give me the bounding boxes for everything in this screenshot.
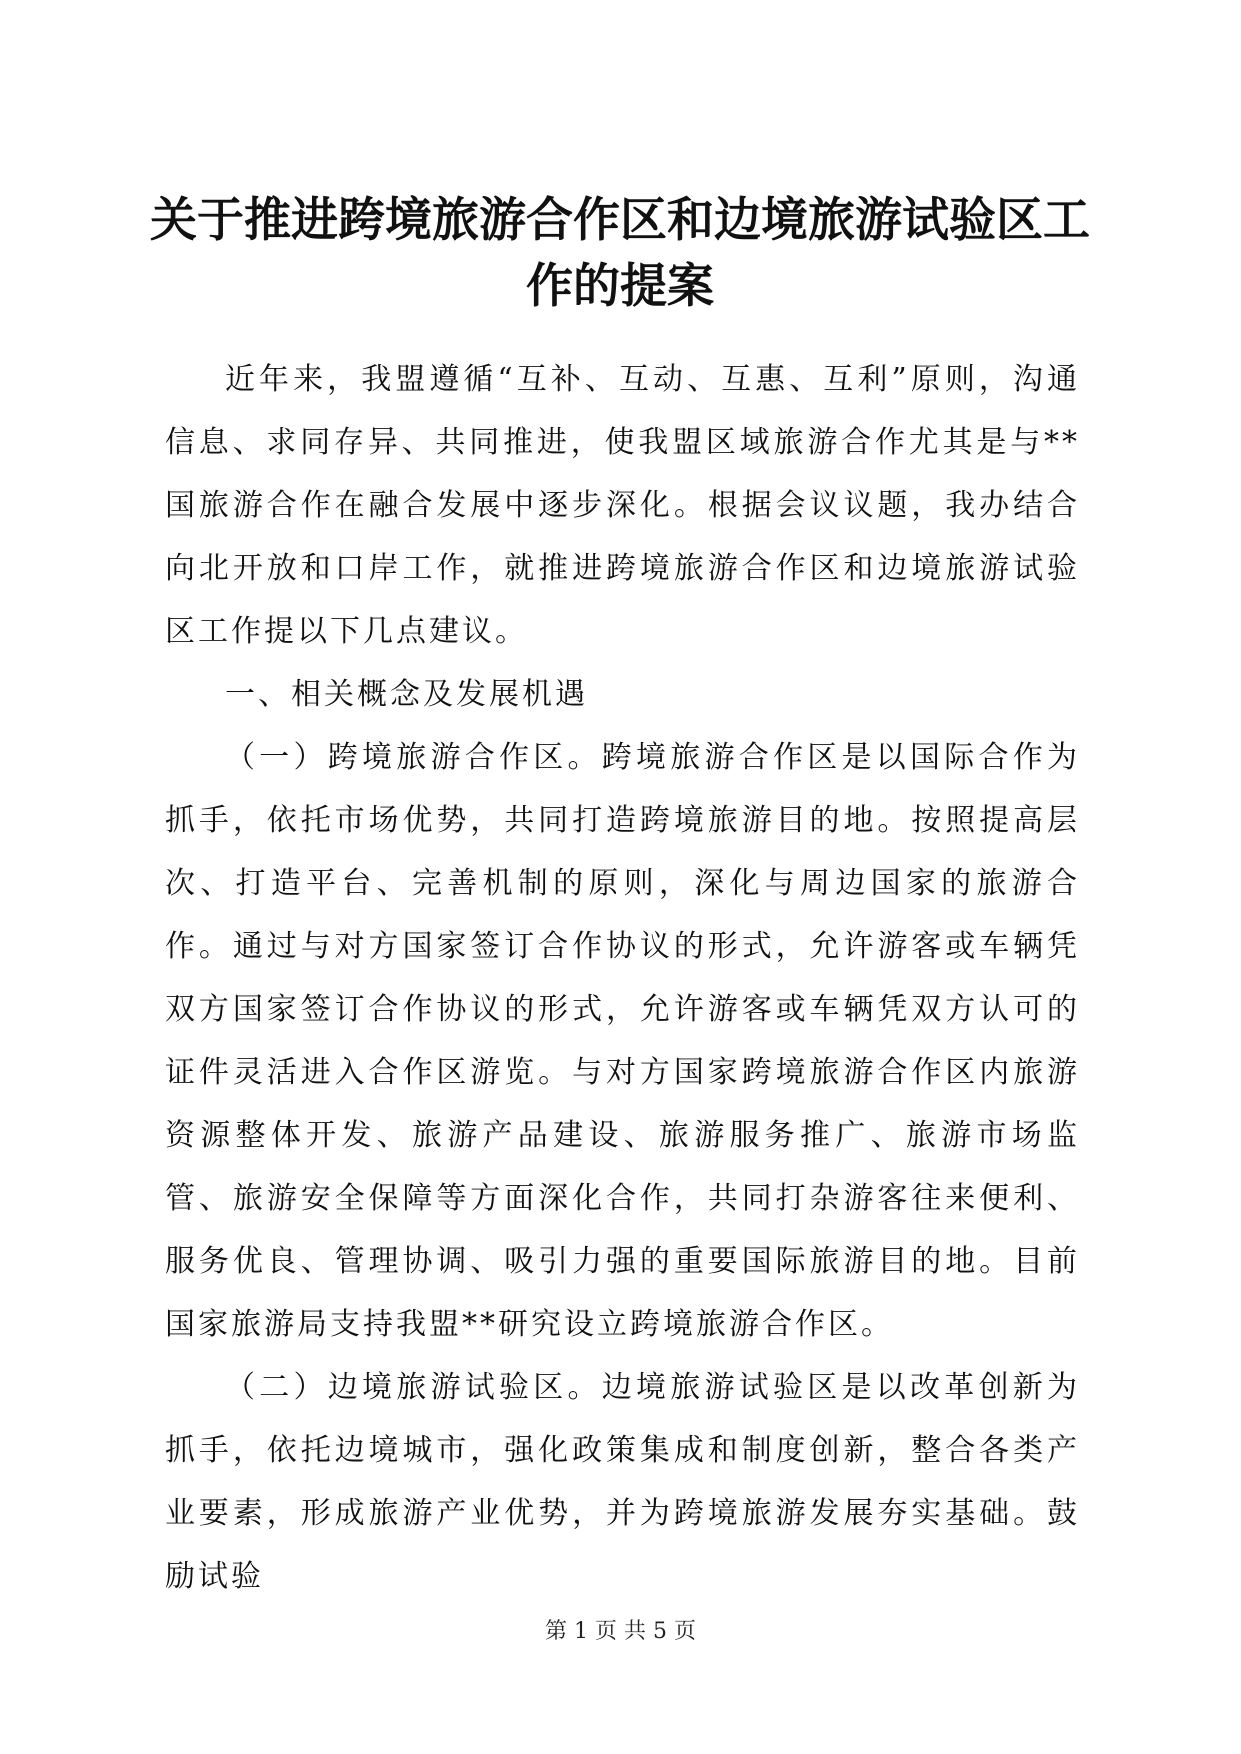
intro-paragraph: 近年来，我盟遵循“互补、互动、互惠、互利”原则，沟通信息、求同存异、共同推进，使我盟区域旅游合作尤其是与**国旅游合作在融合发展中逐步深化。根据会议议题，我办结合向北开放和口岸工作，就推进跨境旅游合作区和边境旅游试验区工作提以下几点建议。: [165, 362, 1080, 649]
page-number-footer: 第 1 页 共 5 页: [545, 1619, 696, 1644]
section-1-heading: 一、相关概念及发展机遇: [225, 677, 588, 712]
document-title: 关于推进跨境旅游合作区和边境旅游试验区工作的提案: [150, 193, 1090, 314]
subsection-1-paragraph: （一）跨境旅游合作区。跨境旅游合作区是以国际合作为抓手，依托市场优势，共同打造跨境旅游目的地。按照提高层次、打造平台、完善机制的原则，深化与周边国家的旅游合作。通过与对方国家签订合作协议的形式，允许游客或车辆凭双方国家签订合作协议的形式，允许游客或车辆凭双方认可的证件灵活进入合作区游览。与对方国家跨境旅游合作区内旅游资源整体开发、旅游产品建设、旅游服务推广、旅游市场监管、旅游安全保障等方面深化合作，共同打杂游客往来便利、服务优良、管理协调、吸引力强的重要国际旅游目的地。目前国家旅游局支持我盟**研究设立跨境旅游合作区。: [165, 740, 1080, 1342]
document-body: [165, 348, 1080, 1608]
subsection-2-paragraph: （二）边境旅游试验区。边境旅游试验区是以改革创新为抓手，依托边境城市，强化政策集成和制度创新，整合各类产业要素，形成旅游产业优势，并为跨境旅游发展夯实基础。鼓励试验: [165, 1370, 1080, 1594]
